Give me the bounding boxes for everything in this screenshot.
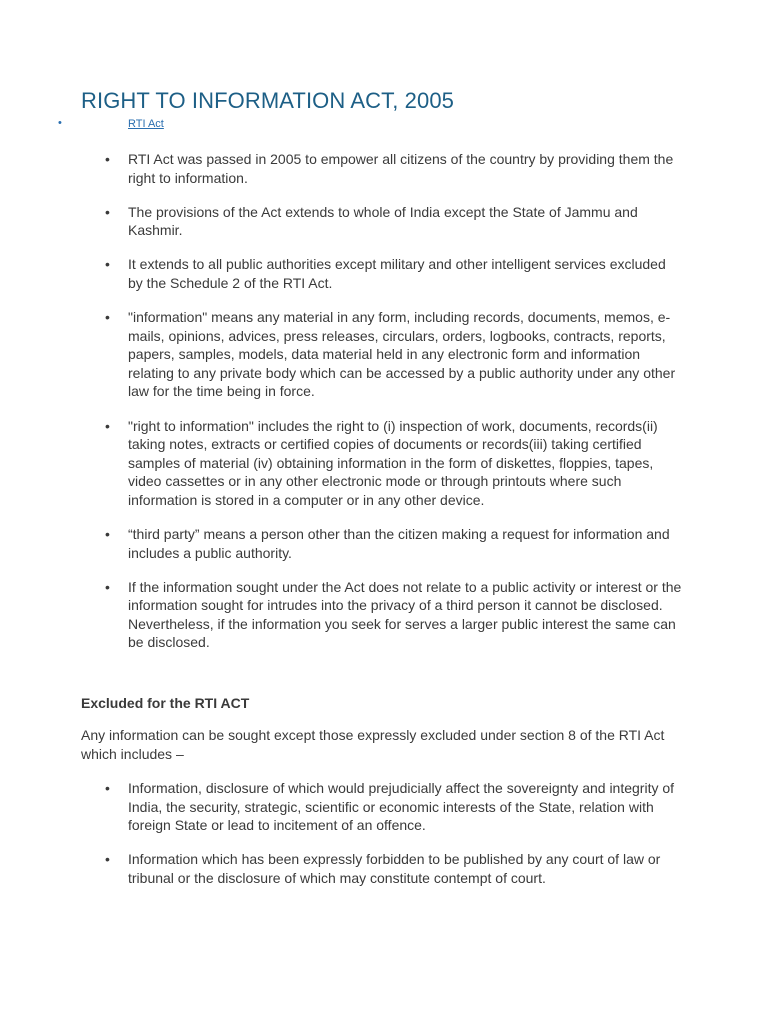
list-item-text: If the information sought under the Act does not relate to a public activity or interest or the information sought for intrudes into the privacy of a third person it cannot be disclosed. Nevertheless, if the information you seek for serves a larger public interest the same can be disclosed. xyxy=(128,578,682,651)
bullet-icon: • xyxy=(105,151,110,167)
list-item xyxy=(103,308,683,401)
list-item-text: "right to information" includes the right to (i) inspection of work, documents, records(ii) taking notes, extracts or certified copies of documents or records(iii) taking certified samples of material (iv) obtaining information in the form of diskettes, floppies, tapes, video cassettes or in any other electronic mode or through printouts where such information is stored in a computer or in any other device. xyxy=(128,417,658,508)
list-item-text: Information which has been expressly forbidden to be published by any court of law or tribunal or the disclosure of which may constitute contempt of court. xyxy=(128,851,661,886)
list-item xyxy=(103,150,683,187)
top-link-bullet: • xyxy=(58,117,62,129)
list-item-text: The provisions of the Act extends to whole of India except the State of Jammu and Kashmir. xyxy=(128,203,638,239)
list-item xyxy=(103,255,683,292)
bullet-icon: • xyxy=(105,851,110,868)
bullet-icon: • xyxy=(105,526,110,542)
list-item xyxy=(103,525,683,562)
list-item xyxy=(103,779,683,835)
list-item xyxy=(103,203,683,240)
bullet-icon: • xyxy=(105,256,110,273)
list-item xyxy=(103,578,683,652)
list-item-text: It extends to all public authorities except military and other intelligent services excluded by the Schedule 2 of the RTI Act. xyxy=(128,256,666,291)
bullet-icon: • xyxy=(105,780,110,796)
list-item-text: RTI Act was passed in 2005 to empower all citizens of the country by providing them the right to information. xyxy=(128,151,674,186)
list-item xyxy=(103,850,683,887)
list-item-text: "information" means any material in any form, including records, documents, memos, e-mails, opinions, advices, press releases, circulars, orders, logbooks, contracts, reports, papers, samples, models, data material held in any electronic form and information relating to any private body which can be accessed by a public authority under any other law for the time being in force. xyxy=(128,309,676,400)
exclusions-list xyxy=(103,779,683,887)
section-intro-paragraph: Any information can be sought except those expressly excluded under section 8 of the RTI Act which includes – xyxy=(81,727,665,762)
bullet-icon: • xyxy=(105,203,110,220)
rti-definitions-list xyxy=(103,150,683,652)
bullet-icon: • xyxy=(105,578,110,595)
list-item-text: Information, disclosure of which would prejudicially affect the sovereignty and integrity of India, the security, strategic, scientific or economic interests of the State, relation with foreign State or lead to incitement of an offence. xyxy=(128,780,675,834)
list-item-text: “third party” means a person other than the citizen making a request for information and includes a public authority. xyxy=(128,526,670,561)
list-item xyxy=(103,417,683,510)
page-title: RIGHT TO INFORMATION ACT, 2005 xyxy=(81,88,455,113)
section-heading: Excluded for the RTI ACT xyxy=(81,695,250,711)
bullet-icon: • xyxy=(105,309,110,326)
bullet-icon: • xyxy=(105,417,110,434)
rti-act-link[interactable]: RTI Act xyxy=(128,118,164,130)
